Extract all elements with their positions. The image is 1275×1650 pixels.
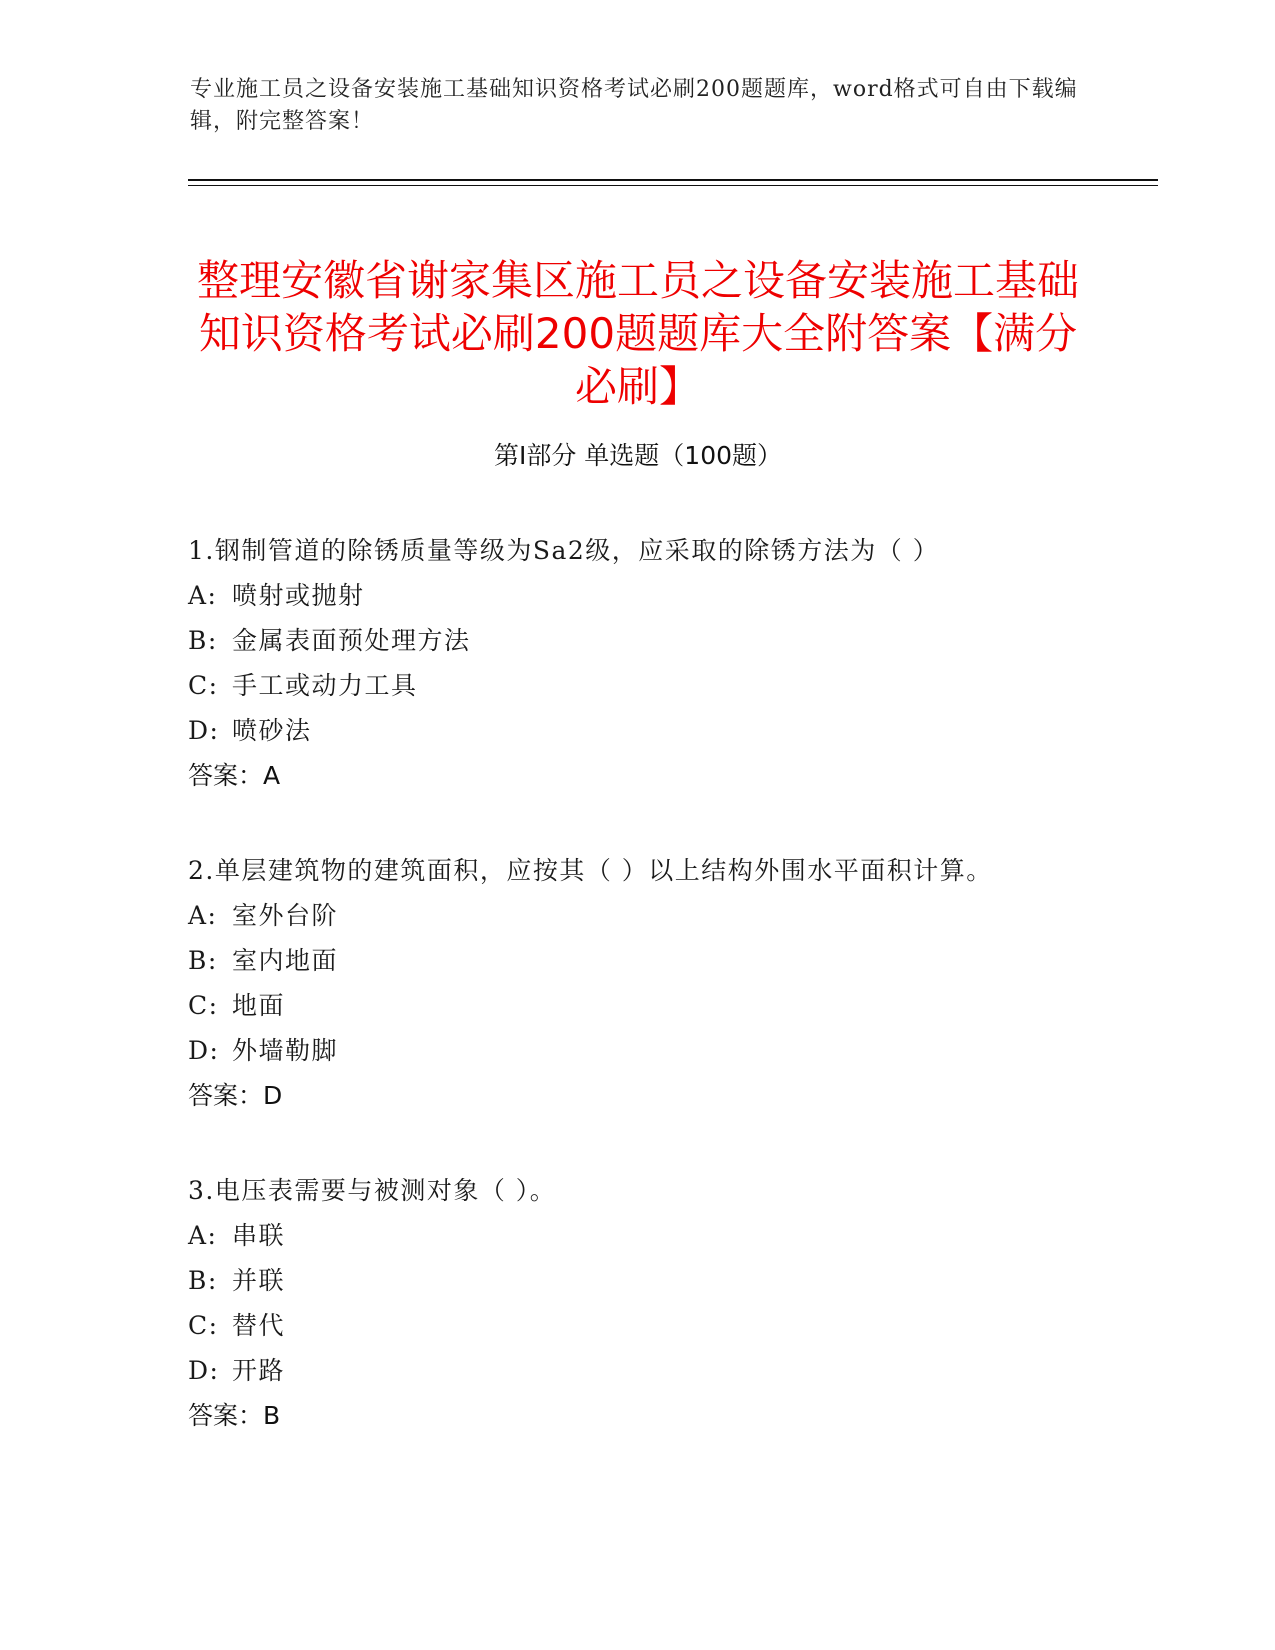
option-a (188, 573, 1188, 618)
option-a (188, 1213, 1188, 1258)
option-text: 手工或动力工具 (232, 671, 418, 700)
question-2 (188, 848, 1188, 1118)
option-text: 喷砂法 (232, 716, 312, 745)
option-text: 喷射或抛射 (232, 581, 365, 610)
option-letter: D: (188, 1356, 220, 1385)
option-b (188, 618, 1188, 663)
option-text: 外墙勒脚 (232, 1036, 339, 1065)
answer: 答案：D (188, 1081, 283, 1110)
question-stem: 1.钢制管道的除锈质量等级为Sa2级，应采取的除锈方法为（ ） (188, 536, 940, 565)
option-c (188, 983, 1188, 1028)
option-letter: A: (188, 901, 218, 930)
option-letter: A: (188, 581, 218, 610)
option-d (188, 1348, 1188, 1393)
answer: 答案：A (188, 761, 281, 790)
option-d (188, 708, 1188, 753)
question-stem: 2.单层建筑物的建筑面积，应按其（ ）以上结构外围水平面积计算。 (188, 856, 993, 885)
option-letter: C: (188, 991, 219, 1020)
option-text: 替代 (232, 1311, 286, 1340)
option-text: 室外台阶 (232, 901, 339, 930)
option-c (188, 663, 1188, 708)
option-letter: D: (188, 716, 220, 745)
option-letter: D: (188, 1036, 220, 1065)
question-3 (188, 1168, 1188, 1438)
document-title: 整理安徽省谢家集区施工员之设备安装施工基础知识资格考试必刷200题题库大全附答案【满分必刷】 (196, 256, 1079, 412)
option-letter: A: (188, 1221, 218, 1250)
option-b (188, 1258, 1188, 1303)
option-text: 并联 (232, 1266, 286, 1295)
option-d (188, 1028, 1188, 1073)
option-letter: B: (188, 946, 218, 975)
answer: 答案：B (188, 1401, 281, 1430)
header-divider-thin (188, 185, 1158, 186)
header-divider-thick (188, 179, 1158, 181)
option-text: 金属表面预处理方法 (232, 626, 471, 655)
header-note: 专业施工员之设备安装施工基础知识资格考试必刷200题题库，word格式可自由下载编辑，附完整答案！ (190, 77, 1078, 134)
option-a (188, 893, 1188, 938)
question-1 (188, 528, 1188, 798)
section-heading: 第Ⅰ部分 单选题（100题） (493, 441, 783, 470)
question-stem: 3.电压表需要与被测对象（ ）。 (188, 1176, 557, 1205)
option-b (188, 938, 1188, 983)
option-letter: C: (188, 1311, 219, 1340)
option-text: 串联 (232, 1221, 286, 1250)
option-letter: C: (188, 671, 219, 700)
option-text: 室内地面 (232, 946, 339, 975)
option-letter: B: (188, 1266, 218, 1295)
option-c (188, 1303, 1188, 1348)
option-text: 开路 (232, 1356, 286, 1385)
option-text: 地面 (232, 991, 286, 1020)
option-letter: B: (188, 626, 218, 655)
